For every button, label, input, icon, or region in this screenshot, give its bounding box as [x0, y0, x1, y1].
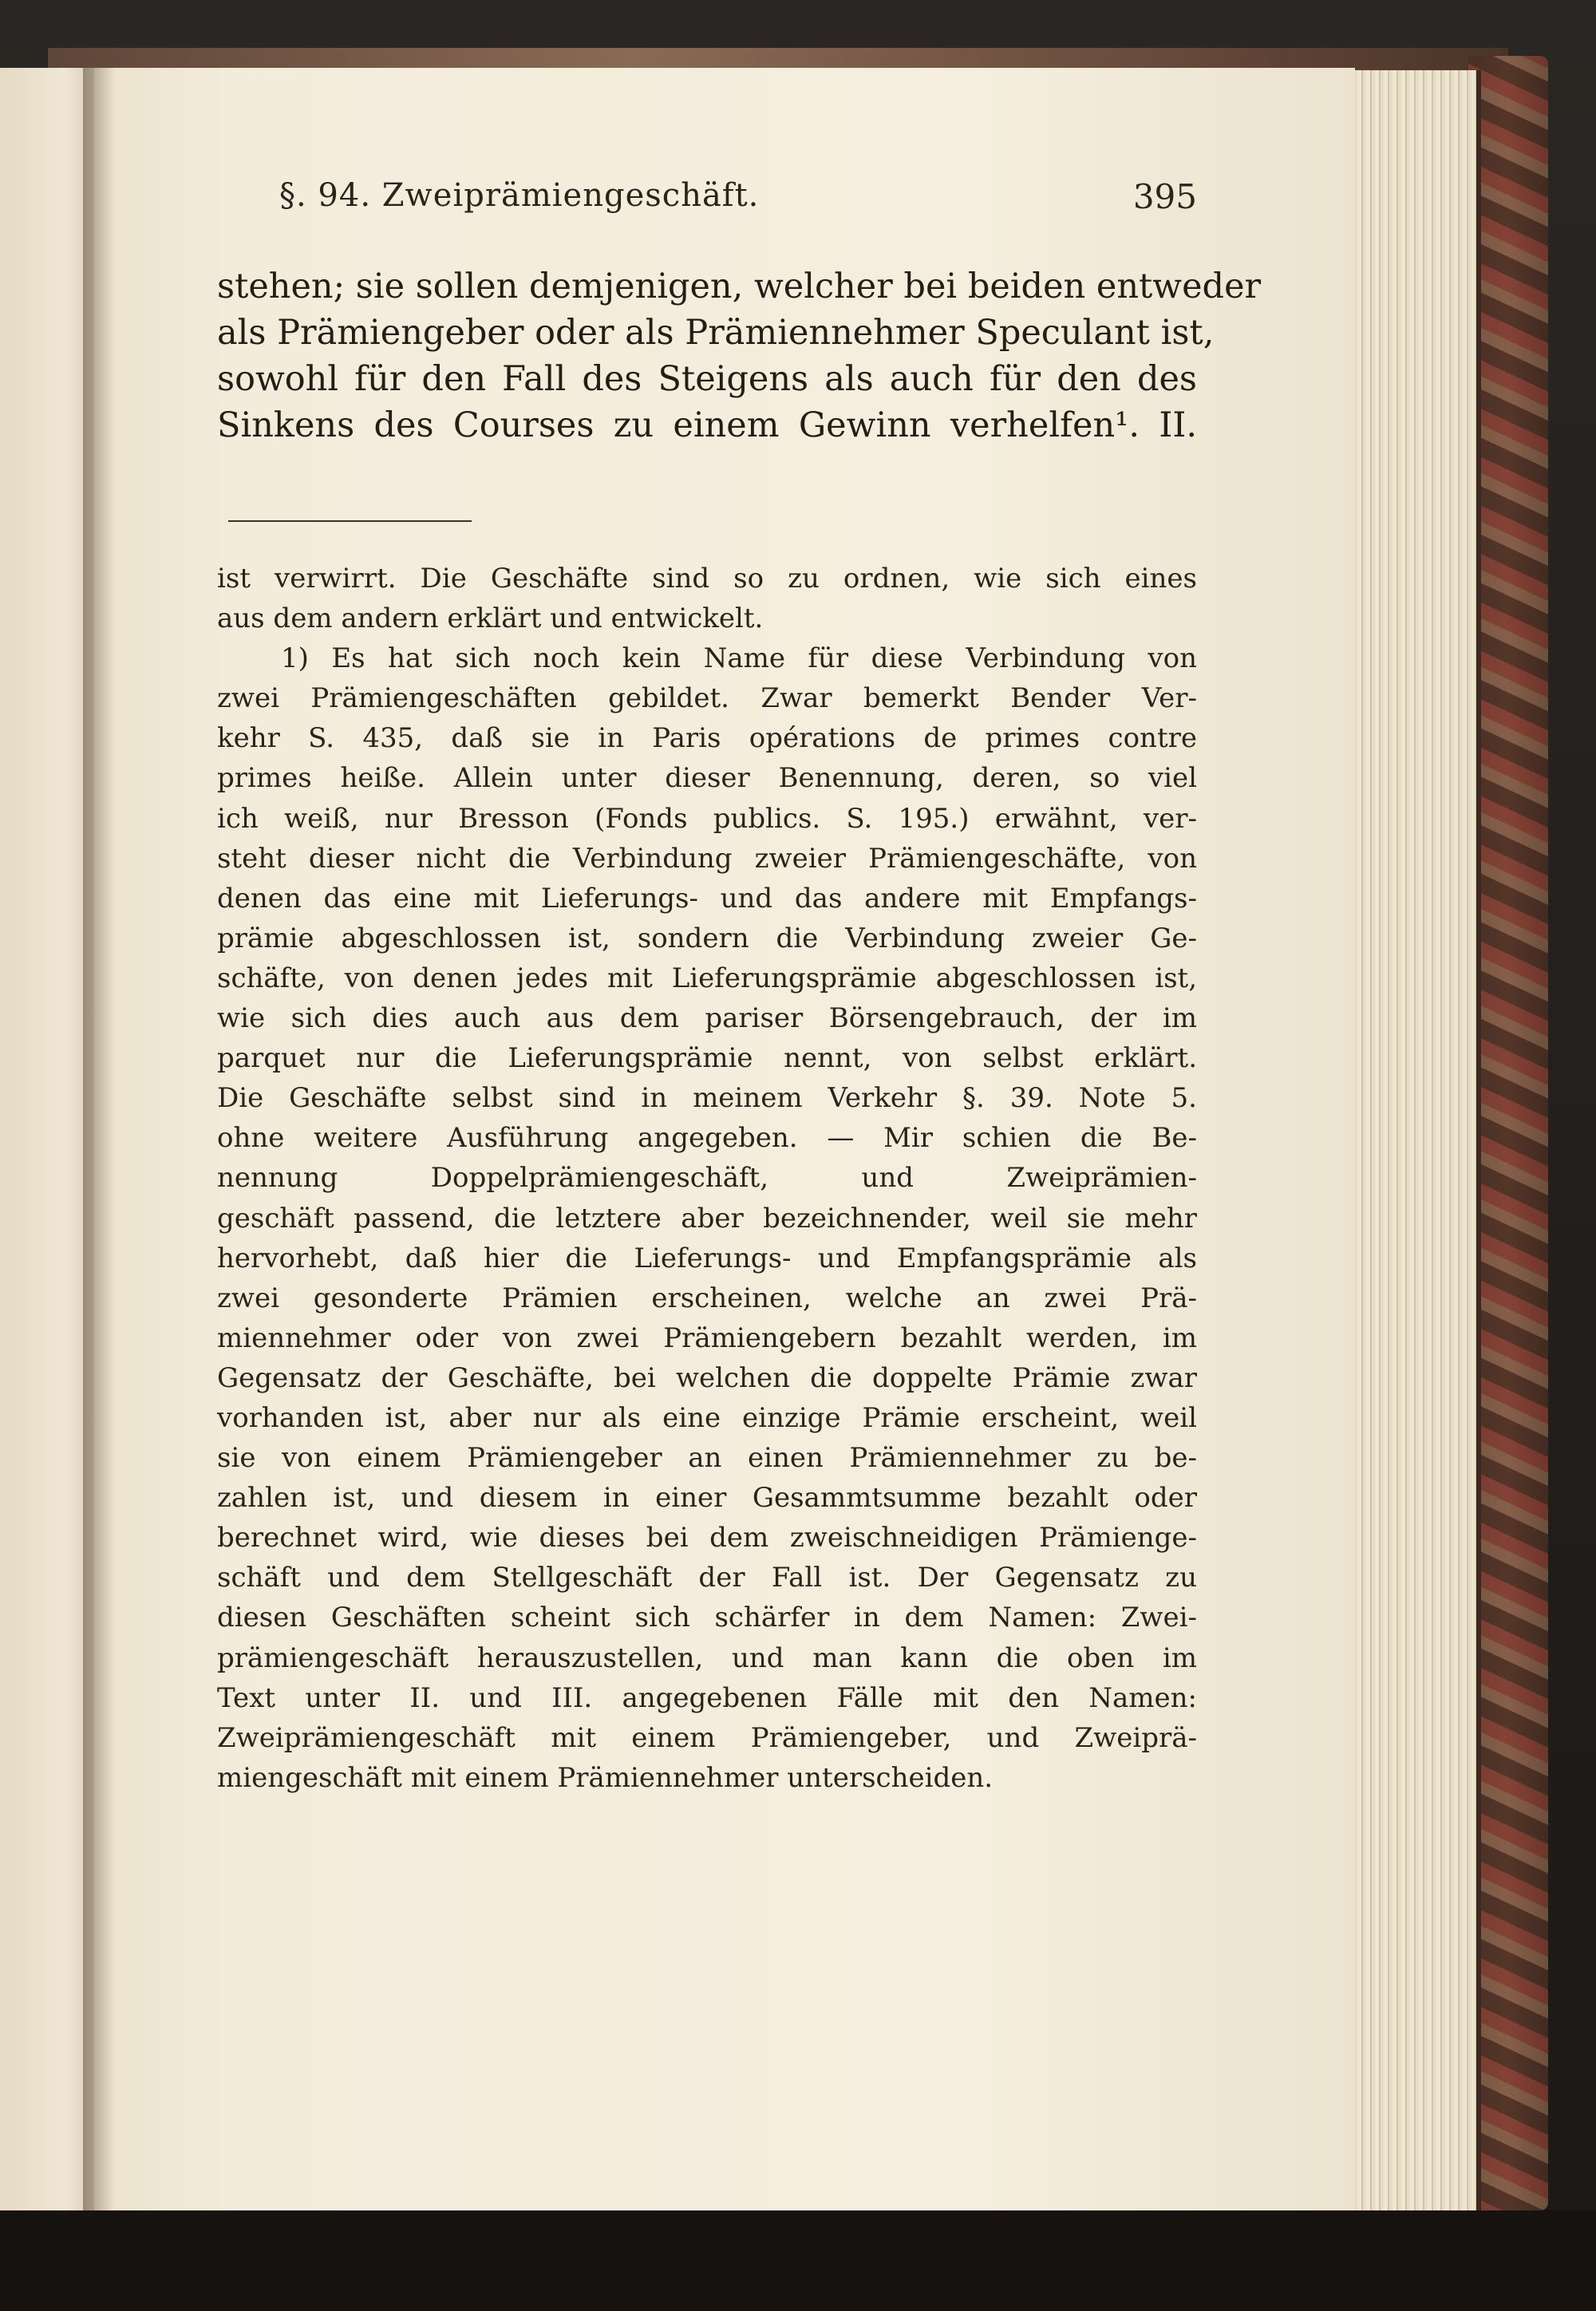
footnotes [217, 559, 1197, 1798]
footnote-line: diesen Geschäften scheint sich schärfer in dem Namen: Zwei- [217, 1602, 1197, 1634]
footnote-line: aus dem andern erklärt und entwickelt. [217, 602, 764, 635]
footnote-line: denen das eine mit Lieferungs- und das andere mit Empfangs- [217, 882, 1197, 915]
footnote-line: parquet nur die Lieferungsprämie nennt, von selbst erklärt. [217, 1042, 1197, 1075]
page-fore-edge [1349, 70, 1481, 2217]
footnote-line: vorhanden ist, aber nur als eine einzige Prämie erscheint, weil [217, 1401, 1197, 1434]
text-line: Sinkens des Courses zu einem Gewinn verhelfen¹. II. [217, 405, 1197, 445]
footnote-line: zwei Prämiengeschäften gebildet. Zwar bemerkt Bender Ver- [217, 682, 1197, 715]
footnote-line: 1) Es hat sich noch kein Name für diese Verbindung von [281, 642, 1197, 675]
text-line: sowohl für den Fall des Steigens als auch für den des [217, 359, 1197, 399]
footnote-line: schäfte, von denen jedes mit Lieferungsprämie abgeschlossen ist, [217, 962, 1197, 994]
footnote-line: geschäft passend, die letztere aber bezeichnender, weil sie mehr [217, 1202, 1197, 1235]
footnote-line: schäft und dem Stellgeschäft der Fall ist. Der Gegensatz zu [217, 1562, 1197, 1594]
footnote-line: steht dieser nicht die Verbindung zweier Prämiengeschäfte, von [217, 842, 1197, 875]
footnote-line: zwei gesonderte Prämien erscheinen, welche an zwei Prä- [217, 1282, 1197, 1314]
footnote-line: prämie abgeschlossen ist, sondern die Verbindung zweier Ge- [217, 922, 1197, 954]
footnote-line: sie von einem Prämiengeber an einen Prämiennehmer zu be- [217, 1442, 1197, 1475]
scan-bottom [0, 2210, 1596, 2311]
footnote-line: ist verwirrt. Die Geschäfte sind so zu ordnen, wie sich eines [217, 563, 1197, 595]
footnote-line: Zweiprämiengeschäft mit einem Prämiengeber, und Zweiprä- [217, 1721, 1197, 1754]
section-title: §. 94. Zweiprämiengeschäft. [279, 177, 760, 214]
footnote-divider [228, 520, 472, 522]
footnote-line: zahlen ist, und diesem in einer Gesammtsumme bezahlt oder [217, 1482, 1197, 1515]
footnote-line: berechnet wird, wie dieses bei dem zweischneidigen Prämienge- [217, 1522, 1197, 1554]
footnote-line: ich weiß, nur Bresson (Fonds publics. S. 195.) erwähnt, ver- [217, 802, 1197, 835]
footnote-line: hervorhebt, daß hier die Lieferungs- und Empfangsprämie als [217, 1242, 1197, 1274]
footnote-line: miengeschäft mit einem Prämiennehmer unterscheiden. [217, 1761, 994, 1794]
footnote-line: wie sich dies auch aus dem pariser Börsengebrauch, der im [217, 1002, 1197, 1035]
footnote-line: miennehmer oder von zwei Prämiengebern bezahlt werden, im [217, 1321, 1197, 1354]
facing-page [0, 68, 94, 2214]
footnote-line: primes heiße. Allein unter dieser Benennung, deren, so viel [217, 762, 1197, 795]
footnote-line: Gegensatz der Geschäfte, bei welchen die doppelte Prämie zwar [217, 1361, 1197, 1394]
main-text [217, 263, 1262, 448]
footnote-line: Die Geschäfte selbst sind in meinem Verkehr §. 39. Note 5. [217, 1082, 1197, 1115]
text-line: als Prämiengeber oder als Prämiennehmer Speculant ist, [217, 313, 1215, 353]
footnote-line: nennung Doppelprämiengeschäft, und Zweiprämien- [217, 1162, 1197, 1195]
footnote-line: kehr S. 435, daß sie in Paris opérations de primes contre [217, 722, 1197, 755]
running-header [215, 177, 1197, 233]
page-number: 395 [1132, 177, 1197, 216]
footnote-line: prämiengeschäft herauszustellen, und man kann die oben im [217, 1641, 1197, 1674]
gutter-shadow [83, 68, 115, 2214]
text-line: stehen; sie sollen demjenigen, welcher bei beiden entweder [217, 267, 1262, 306]
footnote-line: Text unter II. und III. angegebenen Fälle mit den Namen: [217, 1681, 1197, 1714]
footnote-line: ohne weitere Ausführung angegeben. — Mir schien die Be- [217, 1122, 1197, 1155]
